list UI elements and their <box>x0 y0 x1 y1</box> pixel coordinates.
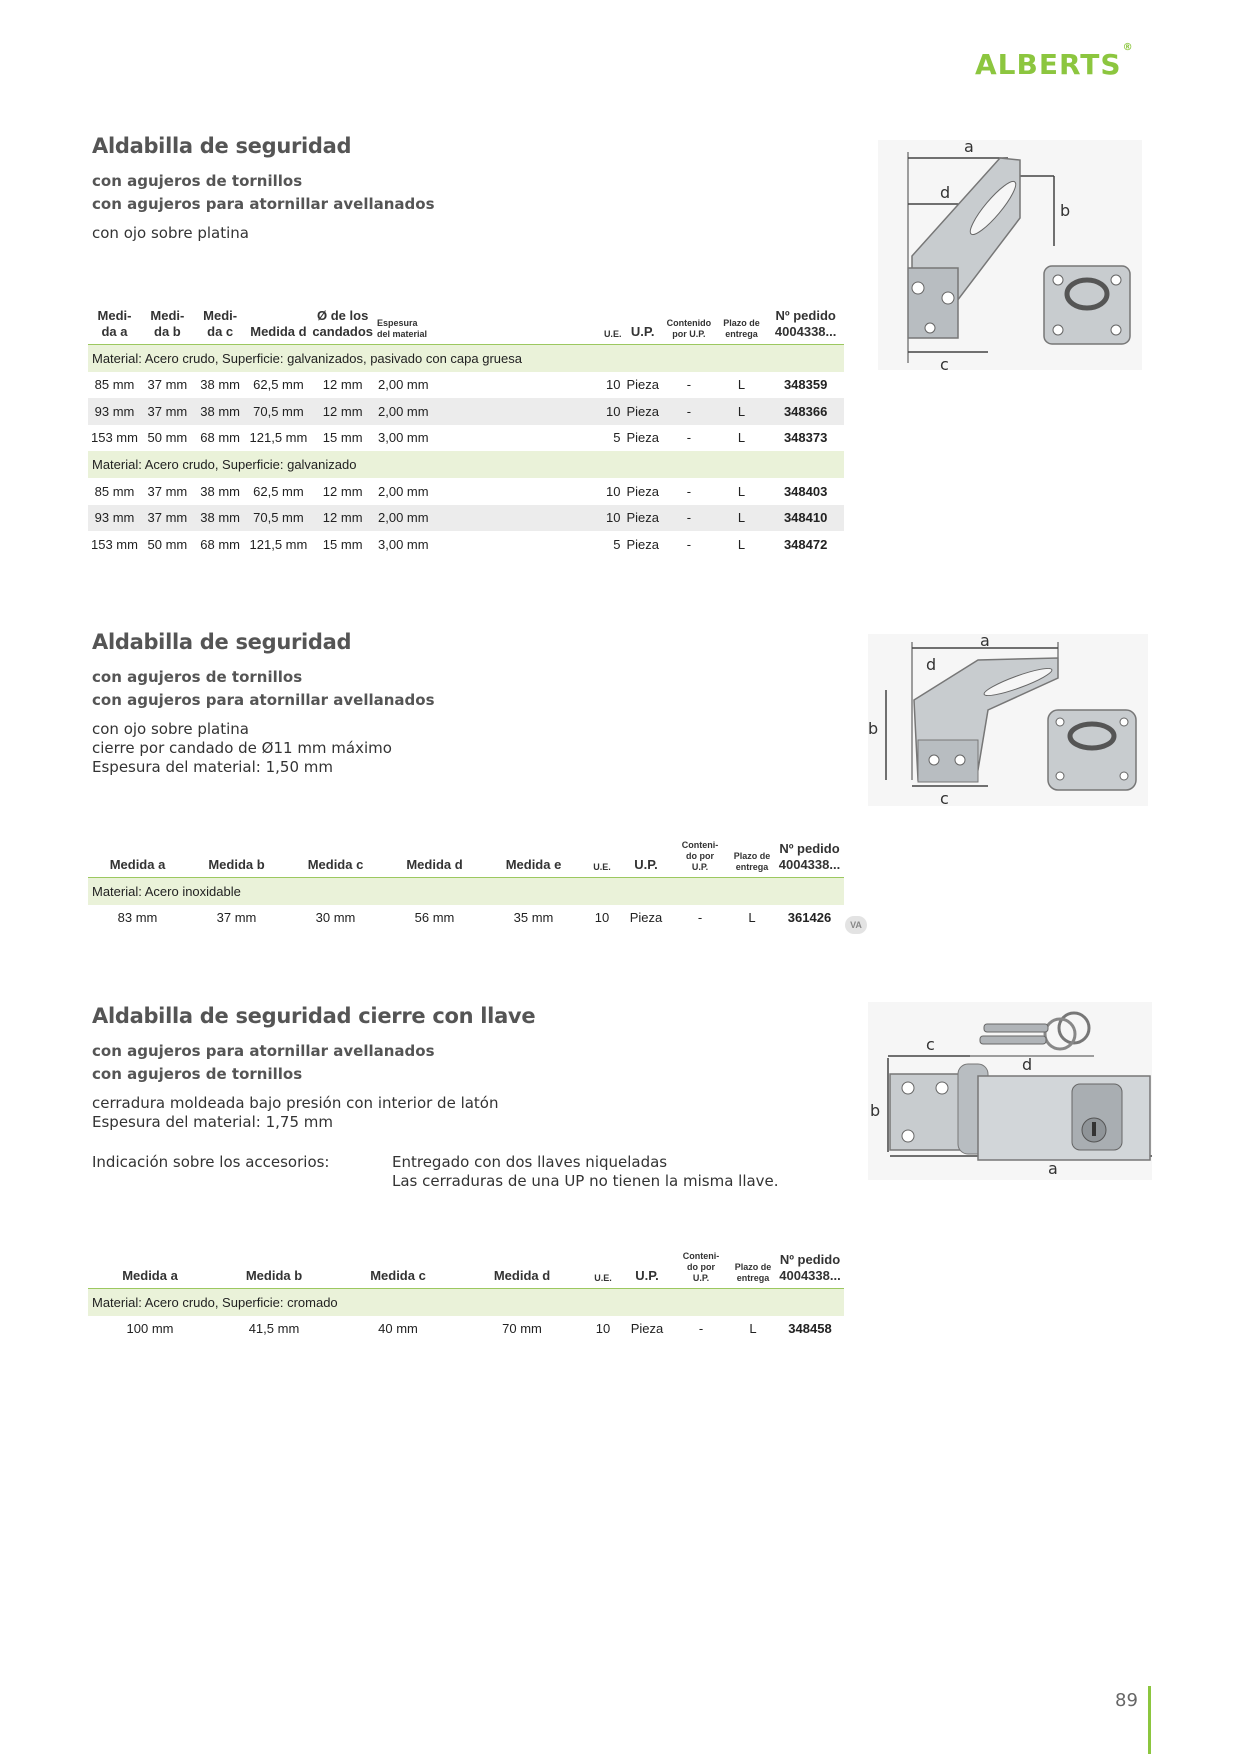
header-up <box>623 308 662 345</box>
header-label: Medida e <box>505 857 562 872</box>
table-cell: 12 mm <box>310 505 375 532</box>
product-features <box>92 170 872 216</box>
table-cell: 93 mm <box>88 398 141 425</box>
product-title: Aldabilla de seguridad <box>92 134 352 158</box>
product-section-2 <box>92 630 872 777</box>
header-medida-d <box>460 1251 584 1289</box>
table-header-row <box>88 840 844 878</box>
table-cell: L <box>749 1321 757 1337</box>
material-row <box>88 1289 844 1316</box>
registered-mark: ® <box>1122 41 1134 53</box>
feature-line: con agujeros para atornillar avellanados <box>92 195 435 213</box>
header-label: Plazo de entrega <box>733 851 771 872</box>
table-cell: 15 mm <box>322 536 363 552</box>
table-cell: 12 mm <box>310 398 375 425</box>
feature-line: con agujeros de tornillos <box>92 1065 303 1083</box>
dimension-label-c: c <box>940 355 949 374</box>
table-cell: 121,5 mm <box>249 430 308 446</box>
description-line: cierre por candado de Ø11 mm máximo <box>92 739 392 757</box>
table-cell: 37 mm <box>147 377 188 393</box>
table-cell: L <box>716 505 768 532</box>
table-row <box>88 1316 844 1343</box>
table-cell: L <box>737 536 746 552</box>
table-cell: 56 mm <box>414 910 455 926</box>
header-label: U.P. <box>635 1268 659 1283</box>
table-cell: - <box>686 536 692 552</box>
dimension-label-b: b <box>1060 201 1071 220</box>
product-table-1 <box>88 308 844 558</box>
description-line: Espesura del material: 1,50 mm <box>92 758 333 776</box>
table-cell: 2,00 mm <box>375 398 443 425</box>
page-accent-bar <box>1148 1686 1151 1754</box>
page-number: 89 <box>1115 1690 1138 1711</box>
table-cell: Pieza <box>629 910 663 926</box>
header-medida-b <box>141 308 194 345</box>
table-row <box>88 478 844 505</box>
header-label: U.E. <box>593 862 611 872</box>
table-cell: 38 mm <box>194 398 247 425</box>
table-row <box>88 531 844 558</box>
header-label: Plazo de entrega <box>734 1262 772 1283</box>
header-ue <box>584 1251 622 1289</box>
header-label: U.P. <box>634 857 658 872</box>
header-label: U.E. <box>603 329 622 339</box>
table-cell: 348472 <box>783 536 828 552</box>
material-label: Material: Acero crudo, Superficie: galvanizado <box>88 451 844 478</box>
header-label: Medida a <box>109 857 166 872</box>
product-illustration-3 <box>862 1002 1152 1182</box>
material-badge <box>845 915 867 934</box>
header-label: U.E. <box>594 1273 612 1283</box>
header-plazo <box>729 840 775 878</box>
table-cell: 85 mm <box>94 377 135 393</box>
table-row <box>88 905 844 932</box>
table-cell: 348359 <box>783 377 828 393</box>
header-medida-a <box>88 840 187 878</box>
table-cell: 348458 <box>788 1321 832 1337</box>
table-cell: 93 mm <box>88 505 141 532</box>
header-label: Medida d <box>406 857 463 872</box>
table-cell: 68 mm <box>200 430 240 446</box>
table-row <box>88 372 844 399</box>
table-cell: - <box>686 430 692 446</box>
table-cell: Pieza <box>626 483 659 499</box>
table-cell: 15 mm <box>322 430 363 446</box>
material-label: Material: Acero crudo, Superficie: galvanizados, pasivado con capa gruesa <box>88 345 844 372</box>
product-description <box>92 224 872 243</box>
product-description <box>92 720 872 777</box>
table-cell: 10 <box>443 398 624 425</box>
header-label: Plazo de entrega <box>723 318 760 339</box>
header-medida-e <box>484 840 583 878</box>
table-cell: 50 mm <box>147 430 188 446</box>
dimension-label-c: c <box>926 1035 935 1054</box>
description-line: Espesura del material: 1,75 mm <box>92 1113 333 1131</box>
header-label: Medi- da b <box>150 308 185 339</box>
product-section-1 <box>92 134 872 243</box>
header-medida-d <box>385 840 484 878</box>
product-illustration-2 <box>868 630 1148 810</box>
table-cell: 2,00 mm <box>375 505 443 532</box>
header-label: Nº pedido 4004338... <box>779 1252 841 1283</box>
table-cell: L <box>716 398 768 425</box>
table-cell: 35 mm <box>513 910 554 926</box>
header-pedido <box>775 840 844 878</box>
table-cell: 12 mm <box>322 483 363 499</box>
table-cell: - <box>686 483 692 499</box>
table-cell: 3,00 mm <box>378 430 429 446</box>
header-label: Medida d <box>250 324 307 339</box>
table-cell: 70,5 mm <box>247 505 311 532</box>
table-cell: 85 mm <box>94 483 135 499</box>
header-pedido <box>776 1251 844 1289</box>
table-cell: 37 mm <box>141 505 194 532</box>
header-label: U.P. <box>630 324 655 339</box>
accessory-note <box>92 1153 872 1191</box>
table-cell: 348403 <box>783 483 828 499</box>
dimension-label-a: a <box>980 631 990 650</box>
table-cell: 10 <box>594 910 610 926</box>
va-badge: VA <box>845 916 867 934</box>
description-line: con ojo sobre platina <box>92 224 249 242</box>
table-cell: 70 mm <box>502 1321 542 1337</box>
header-medida-b <box>187 840 286 878</box>
table-cell: 3,00 mm <box>378 536 429 552</box>
brand-logo <box>975 41 1134 81</box>
description-line: con ojo sobre platina <box>92 720 249 738</box>
header-medida-c <box>336 1251 460 1289</box>
table-cell: L <box>737 377 746 393</box>
dimension-label-d: d <box>940 183 951 202</box>
feature-line: con agujeros de tornillos <box>92 668 303 686</box>
header-label: Medida b <box>208 857 265 872</box>
table-cell: 121,5 mm <box>249 536 308 552</box>
header-label: Medida b <box>245 1268 303 1283</box>
header-label: Espesura del material <box>377 318 428 339</box>
table-cell: L <box>748 910 756 926</box>
product-description <box>92 1094 872 1132</box>
table-cell: L <box>737 430 746 446</box>
accessory-label: Indicación sobre los accesorios: <box>92 1153 330 1171</box>
table-cell: 38 mm <box>194 505 247 532</box>
product-title: Aldabilla de seguridad <box>92 630 352 654</box>
header-medida-c <box>194 308 247 345</box>
table-cell: 5 <box>613 536 621 552</box>
table-cell: 348410 <box>767 505 844 532</box>
header-pedido <box>767 308 844 345</box>
table-header-row <box>88 1251 844 1289</box>
table-cell: 62,5 mm <box>253 483 304 499</box>
table-cell: 100 mm <box>126 1321 174 1337</box>
header-contenido <box>662 308 716 345</box>
feature-line: con agujeros para atornillar avellanados <box>92 1042 435 1060</box>
header-espesura <box>375 308 443 345</box>
table-cell: 10 <box>605 377 621 393</box>
accessory-details <box>392 1153 779 1191</box>
accessory-line: Entregado con dos llaves niqueladas <box>392 1153 668 1171</box>
table-row <box>88 425 844 452</box>
table-cell: 50 mm <box>147 536 188 552</box>
header-plazo <box>716 308 768 345</box>
header-label: Nº pedido 4004338... <box>774 308 837 339</box>
product-section-3 <box>92 1004 872 1191</box>
dimension-label-a: a <box>1048 1159 1058 1178</box>
table-cell: 38 mm <box>200 377 240 393</box>
table-header-row <box>88 308 844 345</box>
table-cell: 153 mm <box>91 430 138 446</box>
dimension-label-d: d <box>926 655 937 674</box>
product-table-2 <box>88 840 844 931</box>
header-label: Medi- da c <box>203 308 238 339</box>
dimension-label-c: c <box>940 789 949 808</box>
header-plazo <box>730 1251 776 1289</box>
table-cell: 30 mm <box>315 910 356 926</box>
brand-name: ALBERTS <box>975 48 1122 81</box>
header-label: Conteni- do por U.P. <box>681 840 719 872</box>
product-illustration-1 <box>868 138 1148 378</box>
header-label: Medida a <box>122 1268 178 1283</box>
table-cell: - <box>686 377 692 393</box>
table-cell: Pieza <box>630 1321 664 1337</box>
header-medida-b <box>212 1251 336 1289</box>
table-cell: 37 mm <box>141 398 194 425</box>
header-medida-d <box>247 308 311 345</box>
table-cell: 83 mm <box>117 910 158 926</box>
table-cell: 70,5 mm <box>247 398 311 425</box>
dimension-label-a: a <box>964 138 974 156</box>
table-cell: Pieza <box>626 536 659 552</box>
dimension-label-b: b <box>870 1101 881 1120</box>
table-cell: Pieza <box>623 505 662 532</box>
table-cell: 5 <box>613 430 621 446</box>
table-cell: - <box>662 398 716 425</box>
material-label: Material: Acero inoxidable <box>88 878 844 905</box>
material-row <box>88 451 844 478</box>
header-ue <box>583 840 621 878</box>
header-up <box>621 840 671 878</box>
product-features <box>92 666 872 712</box>
table-cell: 41,5 mm <box>248 1321 300 1337</box>
description-line: cerradura moldeada bajo presión con interior de latón <box>92 1094 499 1112</box>
header-label: Contenido por U.P. <box>666 318 712 339</box>
table-cell: 37 mm <box>216 910 257 926</box>
table-cell: - <box>662 505 716 532</box>
table-cell: Pieza <box>623 398 662 425</box>
table-cell: 12 mm <box>322 377 363 393</box>
header-label: Medida d <box>493 1268 551 1283</box>
header-contenido <box>672 1251 730 1289</box>
material-row <box>88 878 844 905</box>
table-cell: - <box>697 910 703 926</box>
header-label: Medi- da a <box>97 308 132 339</box>
table-cell: 348366 <box>767 398 844 425</box>
table-cell: 10 <box>605 483 621 499</box>
header-medida-c <box>286 840 385 878</box>
header-label: Medida c <box>370 1268 426 1283</box>
table-cell: 348373 <box>783 430 828 446</box>
table-cell: 2,00 mm <box>378 483 429 499</box>
accessory-line: Las cerraduras de una UP no tienen la misma llave. <box>392 1172 779 1190</box>
table-cell: 10 <box>443 505 624 532</box>
header-label: Nº pedido 4004338... <box>778 841 841 872</box>
table-cell: Pieza <box>626 377 659 393</box>
table-cell: 62,5 mm <box>253 377 304 393</box>
header-diametro-candados <box>310 308 375 345</box>
header-label: Medida c <box>307 857 364 872</box>
table-cell: Pieza <box>626 430 659 446</box>
table-cell: - <box>698 1321 704 1337</box>
table-cell: L <box>737 483 746 499</box>
dimension-label-d: d <box>1022 1055 1033 1074</box>
table-row <box>88 398 844 425</box>
table-cell: 10 <box>595 1321 611 1337</box>
table-cell: 68 mm <box>200 536 240 552</box>
product-features <box>92 1040 872 1086</box>
table-cell: 38 mm <box>200 483 240 499</box>
table-cell: 40 mm <box>378 1321 418 1337</box>
product-title: Aldabilla de seguridad cierre con llave <box>92 1004 536 1028</box>
header-label: Conteni- do por U.P. <box>682 1251 720 1283</box>
material-label: Material: Acero crudo, Superficie: cromado <box>88 1289 844 1316</box>
material-row <box>88 345 844 372</box>
dimension-label-b: b <box>868 719 879 738</box>
table-cell: 153 mm <box>91 536 138 552</box>
header-up <box>622 1251 672 1289</box>
header-medida-a <box>88 1251 212 1289</box>
header-ue <box>443 308 624 345</box>
feature-line: con agujeros para atornillar avellanados <box>92 691 435 709</box>
header-medida-a <box>88 308 141 345</box>
table-cell: 37 mm <box>147 483 188 499</box>
header-label: Ø de los candados <box>312 308 374 339</box>
table-row <box>88 505 844 532</box>
table-cell: 2,00 mm <box>378 377 429 393</box>
header-contenido <box>671 840 729 878</box>
product-table-3 <box>88 1251 844 1342</box>
table-cell: 361426 <box>787 910 832 926</box>
feature-line: con agujeros de tornillos <box>92 172 303 190</box>
